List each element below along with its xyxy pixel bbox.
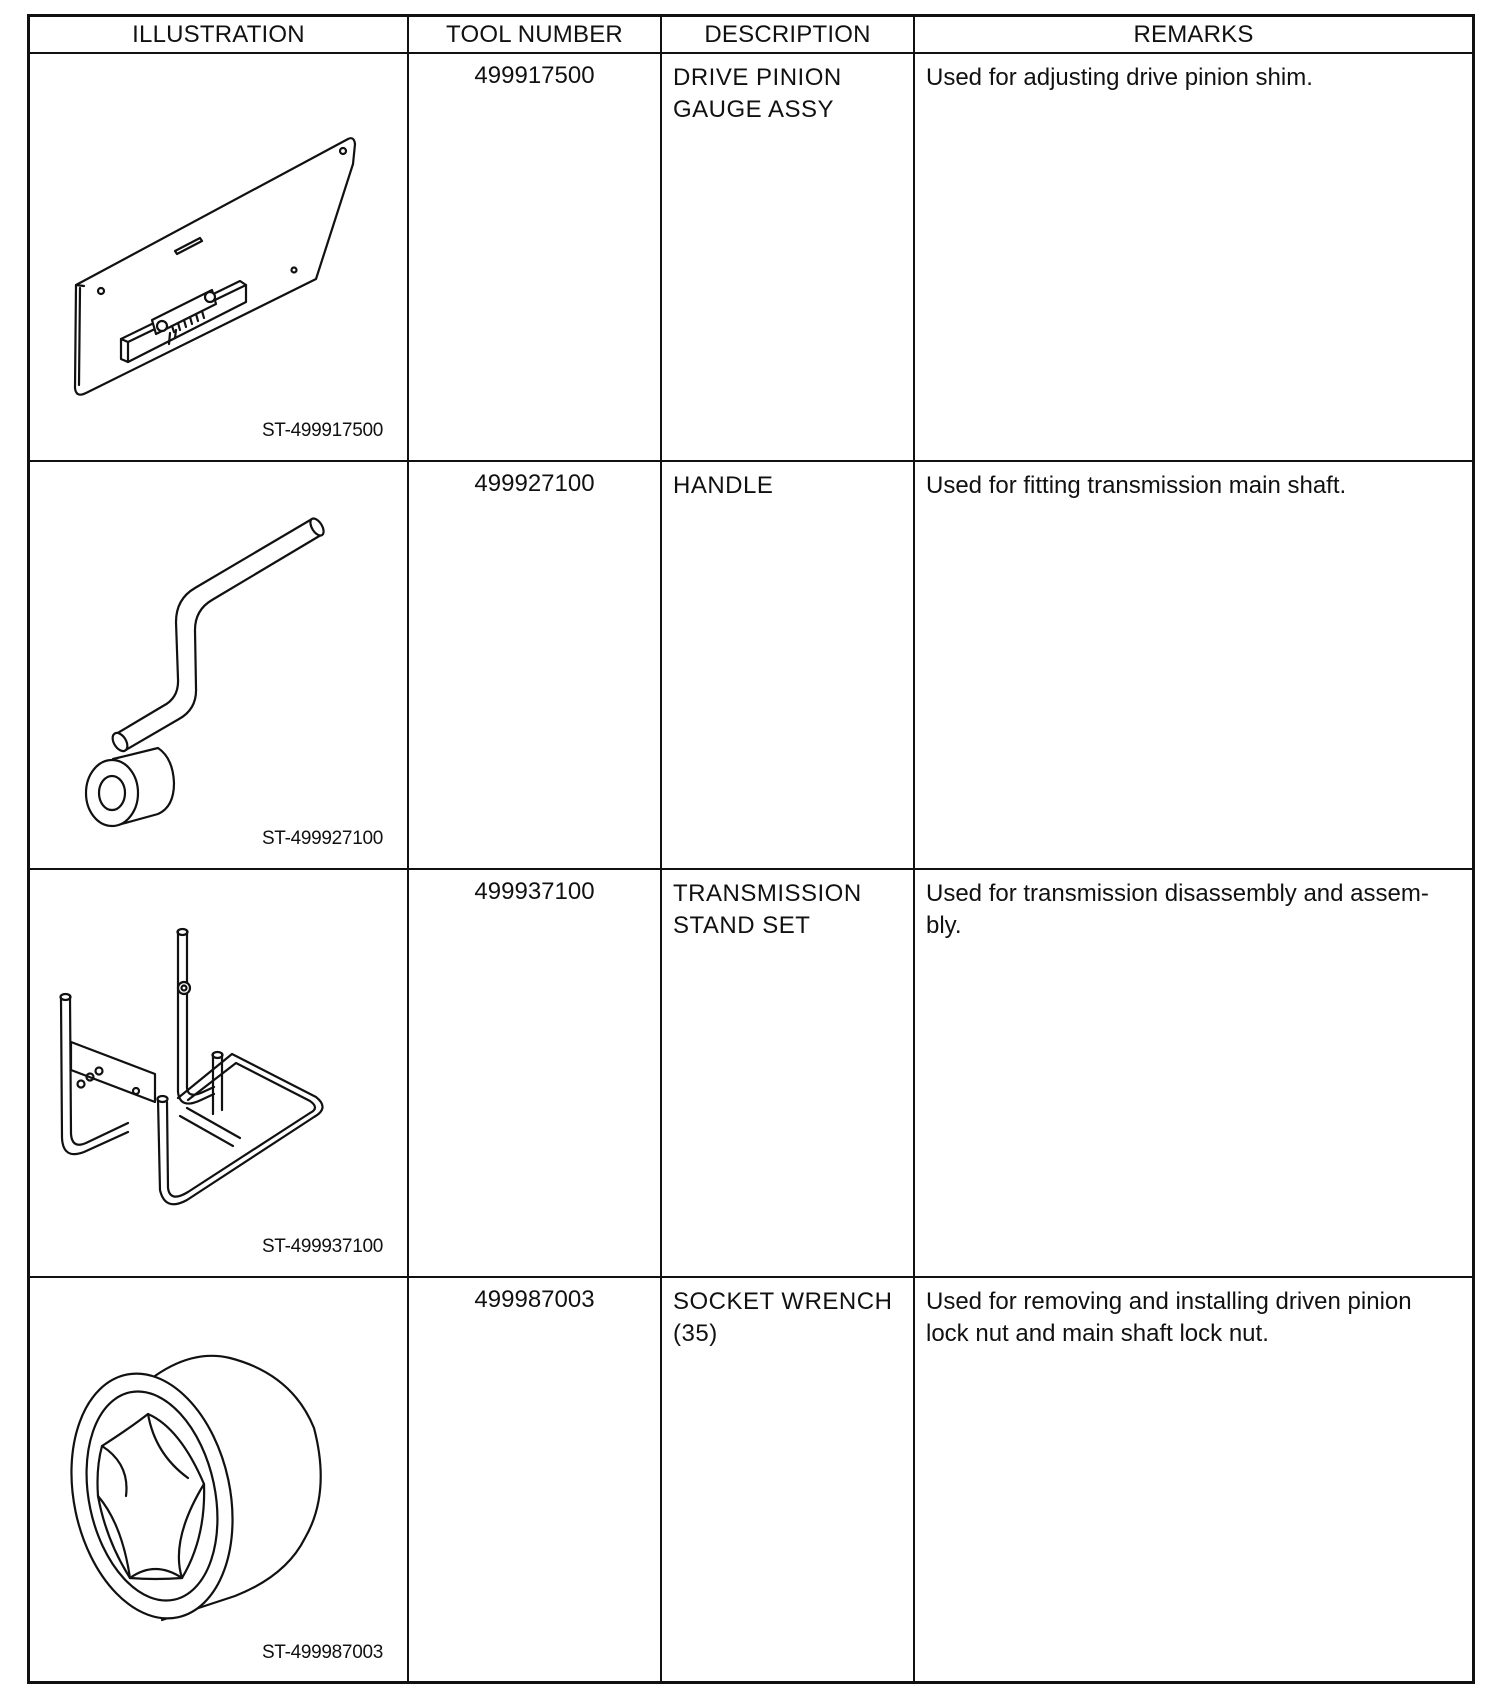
remarks: Used for adjusting drive pinion shim. <box>926 64 1313 91</box>
socket-wrench-icon <box>30 1278 409 1686</box>
tool-number: 499987003 <box>409 1278 662 1682</box>
illustration-code: ST-499987003 <box>261 1642 383 1663</box>
drive-pinion-gauge-icon <box>30 54 409 462</box>
header-remarks: REMARKS <box>1133 20 1254 48</box>
illustration-cell <box>30 54 409 460</box>
tool-number: 499917500 <box>409 54 662 460</box>
description: DRIVE PINION GAUGE ASSY <box>662 54 915 460</box>
illustration-code: ST-499917500 <box>261 420 383 441</box>
illustration-cell <box>30 870 409 1276</box>
description: SOCKET WRENCH (35) <box>662 1278 915 1682</box>
header-tool-number: TOOL NUMBER <box>409 17 662 52</box>
header-illustration: ILLUSTRATION <box>30 17 409 52</box>
tool-number: 499927100 <box>409 462 662 868</box>
description: HANDLE <box>662 462 915 868</box>
illustration-code: ST-499927100 <box>261 828 383 849</box>
illustration-code: ST-499937100 <box>261 1236 383 1257</box>
table-header <box>30 17 1472 54</box>
tool-number: 499937100 <box>409 870 662 1276</box>
illustration-cell <box>30 462 409 868</box>
description: TRANSMISSION STAND SET <box>662 870 915 1276</box>
handle-icon <box>30 462 409 870</box>
special-tools-table <box>27 14 1475 1684</box>
illustration-cell <box>30 1278 409 1682</box>
remarks: Used for fitting transmission main shaft. <box>926 472 1347 499</box>
remarks: Used for removing and installing driven pinion lock nut and main shaft lock nut. <box>926 1288 1412 1347</box>
header-description: DESCRIPTION <box>662 17 915 52</box>
transmission-stand-icon <box>30 870 409 1278</box>
table-row <box>30 1278 1472 1682</box>
table-row <box>30 870 1472 1278</box>
table-row <box>30 54 1472 462</box>
remarks: Used for transmission disassembly and assem-bly. <box>926 880 1429 939</box>
table-row <box>30 462 1472 870</box>
